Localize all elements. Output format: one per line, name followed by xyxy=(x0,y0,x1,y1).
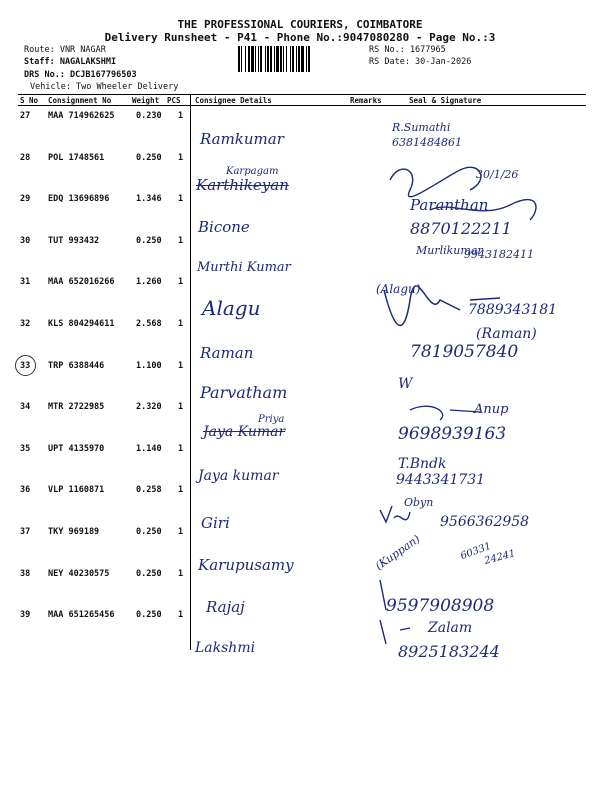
barcode-bar xyxy=(306,46,307,72)
signature-scribbles xyxy=(370,150,590,680)
weight-cell: 0.250 xyxy=(136,568,162,579)
barcode-bar xyxy=(255,46,256,72)
col-header-pcs: PCS xyxy=(167,96,181,105)
handwritten-name: Giri xyxy=(201,514,230,532)
handwritten-name: Alagu xyxy=(202,296,261,320)
consignment-cell: MAA 714962625 xyxy=(48,111,115,121)
sno-circle-mark xyxy=(15,355,36,376)
handwritten-signature: (Raman) xyxy=(476,326,537,342)
consignment-cell: POL 1748561 xyxy=(48,152,105,163)
handwritten-name: Parvatham xyxy=(200,383,288,402)
handwritten-signature: 9443341731 xyxy=(396,472,486,488)
handwritten-signature: R.Sumathi xyxy=(392,121,451,134)
pcs-cell: 1 xyxy=(178,610,184,621)
staff-label: Staff: NAGALAKSHMI xyxy=(24,57,117,67)
barcode-bar xyxy=(238,46,240,72)
weight-cell: 0.230 xyxy=(136,111,162,121)
rs-number: RS No.: 1677965 xyxy=(369,45,446,55)
consignment-cell: NEY 40230575 xyxy=(48,568,110,579)
handwritten-signature: 60331 xyxy=(459,540,493,563)
weight-cell: 0.250 xyxy=(136,235,162,246)
handwritten-name: Ramkumar xyxy=(200,130,284,148)
handwritten-name: Karpagam xyxy=(226,166,279,177)
handwritten-signature: 9943182411 xyxy=(464,248,534,261)
barcode-bar xyxy=(245,46,246,72)
handwritten-signature: (Kuppan) xyxy=(372,532,423,573)
handwritten-signature: 30/1/26 xyxy=(476,168,519,181)
pcs-cell: 1 xyxy=(178,152,184,163)
route-label: Route: VNR NAGAR xyxy=(24,45,106,55)
handwritten-signature: 9698939163 xyxy=(398,424,507,444)
pcs-cell: 1 xyxy=(178,568,184,579)
vehicle-label: Vehicle: Two Wheeler Delivery xyxy=(30,82,179,92)
handwritten-signature: 8925183244 xyxy=(398,642,500,661)
sno-cell: 39 xyxy=(20,610,31,621)
handwritten-signature: Murlikumar xyxy=(416,244,483,257)
barcode-bar xyxy=(270,46,272,72)
handwritten-name: Bicone xyxy=(198,218,250,236)
barcode-bar xyxy=(241,46,242,72)
sno-cell: 30 xyxy=(20,235,31,246)
barcode xyxy=(238,46,363,72)
pcs-cell: 1 xyxy=(178,443,184,454)
sno-cell: 32 xyxy=(20,319,31,329)
handwritten-name: Jaya kumar xyxy=(198,468,279,484)
handwritten-signature: Anup xyxy=(474,402,509,417)
barcode-bar xyxy=(301,46,304,72)
handwritten-name: Murthi Kumar xyxy=(197,260,291,275)
drs-number: DRS No.: DCJB16779650​3 xyxy=(24,70,137,80)
weight-cell: 1.100 xyxy=(136,360,162,371)
barcode-bar xyxy=(280,46,282,72)
sno-cell: 35 xyxy=(20,443,31,454)
weight-cell: 0.250 xyxy=(136,152,162,163)
handwritten-signature: Paranthan xyxy=(410,196,489,214)
sno-cell: 29 xyxy=(20,194,31,205)
consignment-cell: MAA 652016266 xyxy=(48,277,115,288)
handwritten-signature: 24241 xyxy=(483,548,517,567)
handwritten-signature: 8870122211 xyxy=(410,219,512,238)
rs-date: RS Date: 30-Jan-2026 xyxy=(369,57,472,67)
sno-cell: 34 xyxy=(20,402,31,413)
weight-cell: 1.346 xyxy=(136,194,162,205)
barcode-bar xyxy=(276,46,279,72)
consignment-cell: MAA 651265456 xyxy=(48,610,115,621)
header-rule-bottom xyxy=(18,105,586,106)
barcode-bar xyxy=(260,46,262,72)
barcode-bar xyxy=(265,46,266,72)
handwritten-signature: 7889343181 xyxy=(468,302,558,318)
pcs-cell: 1 xyxy=(178,527,184,537)
company-title: THE PROFESSIONAL COURIERS, COIMBATORE xyxy=(177,18,423,31)
pcs-cell: 1 xyxy=(178,402,184,413)
weight-cell: 0.258 xyxy=(136,485,162,496)
pcs-cell: 1 xyxy=(178,319,184,329)
pcs-cell: 1 xyxy=(178,485,184,496)
consignment-cell: TRP 6388446 xyxy=(48,360,105,371)
barcode-bar xyxy=(308,46,310,72)
barcode-bar xyxy=(267,46,269,72)
barcode-bar xyxy=(251,46,254,72)
barcode-bar xyxy=(292,46,294,72)
col-header-sno: S No xyxy=(20,96,39,105)
pcs-cell: 1 xyxy=(178,235,184,246)
weight-cell: 2.320 xyxy=(136,402,162,413)
handwritten-signature: Obyn xyxy=(404,496,434,509)
pcs-cell: 1 xyxy=(178,111,184,121)
col-header-consignment: Consignment No xyxy=(48,96,112,105)
runsheet-subtitle: Delivery Runsheet - P41 - Phone No.:9047080280 - Page No.:3 xyxy=(104,31,496,44)
consignment-cell: MTR 2722985 xyxy=(48,402,105,413)
pcs-cell: 1 xyxy=(178,194,184,205)
consignment-cell: TKY 969189 xyxy=(48,527,100,537)
consignment-cell: UPT 4135970 xyxy=(48,443,105,454)
barcode-bar xyxy=(258,46,259,72)
consignment-cell: KLS 804294611 xyxy=(48,319,115,329)
weight-cell: 1.140 xyxy=(136,443,162,454)
weight-cell: 0.250 xyxy=(136,527,162,537)
col-header-consignee: Consignee Details xyxy=(195,96,272,105)
sno-cell: 27 xyxy=(20,111,31,121)
col-header-remarks: Remarks xyxy=(350,96,382,105)
handwritten-name: Priya xyxy=(258,414,285,425)
sno-cell: 28 xyxy=(20,152,31,163)
handwritten-signature: (Alagu) xyxy=(376,282,421,296)
handwritten-signature: 7819057840 xyxy=(410,342,519,362)
handwritten-signature: T.Bndk xyxy=(398,456,447,472)
weight-cell: 2.568 xyxy=(136,319,162,329)
barcode-bar xyxy=(296,46,297,72)
col-header-weight: Weight xyxy=(132,96,160,105)
pcs-cell: 1 xyxy=(178,360,184,371)
table-row xyxy=(0,107,600,149)
handwritten-name: Lakshmi xyxy=(195,640,256,656)
barcode-bar xyxy=(290,46,291,72)
handwritten-signature: 9597908908 xyxy=(386,596,495,616)
barcode-bar xyxy=(274,46,275,72)
handwritten-signature: 9566362958 xyxy=(440,514,530,530)
pcs-cell: 1 xyxy=(178,277,184,288)
sno-cell: 31 xyxy=(20,277,31,288)
weight-cell: 0.250 xyxy=(136,610,162,621)
barcode-bar xyxy=(283,46,284,72)
sno-cell: 33 xyxy=(20,360,31,371)
handwritten-name: Raman xyxy=(200,344,254,362)
consignment-cell: TUT 993432 xyxy=(48,235,100,246)
weight-cell: 1.260 xyxy=(136,277,162,288)
sno-cell: 36 xyxy=(20,485,31,496)
consignment-cell: VLP 1160871 xyxy=(48,485,105,496)
consignment-cell: EDQ 13696896 xyxy=(48,194,110,205)
handwritten-name: Jaya Kumar xyxy=(203,424,286,440)
handwritten-name: Karthikeyan xyxy=(196,176,289,194)
handwritten-signature: W xyxy=(398,376,413,392)
barcode-bar xyxy=(286,46,287,72)
sno-cell: 38 xyxy=(20,568,31,579)
barcode-bar xyxy=(248,46,250,72)
handwritten-name: Rajaj xyxy=(206,598,245,616)
handwritten-signature: Zalam xyxy=(428,620,473,636)
handwritten-name: Karupusamy xyxy=(198,556,294,574)
sno-cell: 37 xyxy=(20,527,31,537)
handwritten-signature: 6381484861 xyxy=(392,136,462,149)
header-rule-top xyxy=(18,94,586,95)
barcode-bar xyxy=(298,46,300,72)
col-header-seal: Seal & Signature xyxy=(409,96,482,105)
